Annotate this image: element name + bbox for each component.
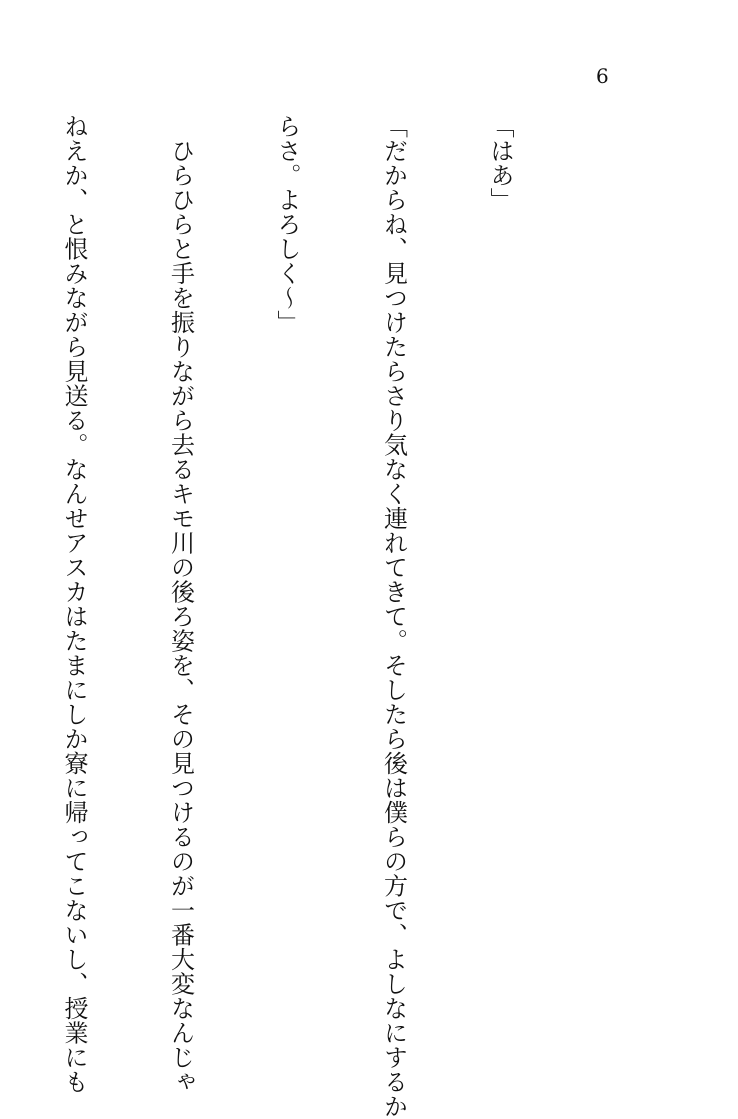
text-line: らさ。よろしく〜」 [273, 114, 301, 335]
text-line: 「だからね、見つけたらさり気なく連れてきて。そしたら後は僕らの方で、よしなにするか [379, 114, 408, 1119]
text-line: 「はあ」 [486, 114, 514, 212]
page-number: 6 [596, 64, 609, 88]
body-text [0, 114, 588, 1119]
text-line: ねえか、と恨みながら見送る。なんせアスカはたまにしか寮に帰ってこないし、授業にも [60, 114, 88, 1094]
text-line: ひらひらと手を振りながら去るキモ川の後ろ姿を、その見つけるのが一番大変なんじゃ [166, 114, 195, 1094]
